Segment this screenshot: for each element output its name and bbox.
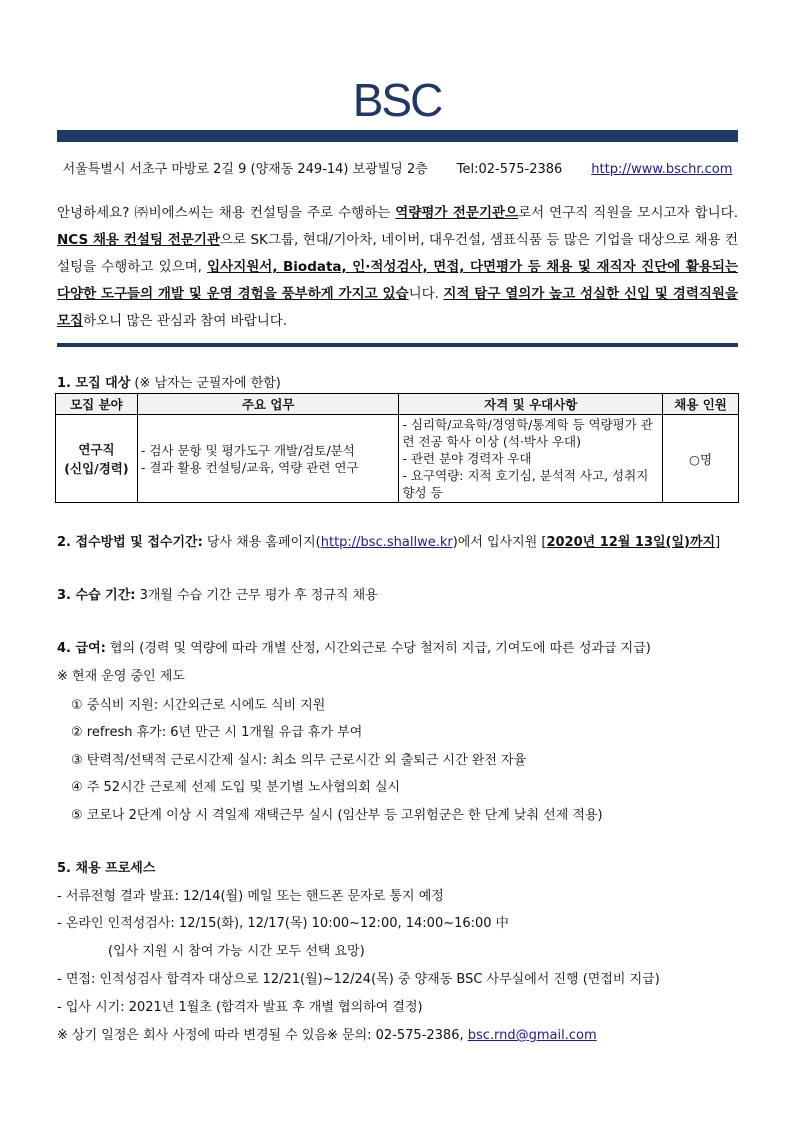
phone-text: Tel:02-575-2386 [456,162,563,177]
benefit-item: ② refresh 휴가: 6년 만근 시 1개월 유급 휴가 부여 [71,725,363,740]
header-divider-bar [57,130,738,142]
section4-note: ※ 현재 운영 중인 제도 [57,669,185,684]
process-item: - 면접: 인적성검사 합격자 대상으로 12/21(월)~12/24(목) 중 양재동 BSC 사무실에서 진행 (면접비 지급) [57,972,660,987]
intro-text-1: 안녕하세요? ㈜비에스씨는 채용 컨설팅을 주로 수행하는 [57,205,396,221]
section5-title: 5. 채용 프로세스 [57,861,156,876]
section2-text-1: 당사 채용 홈페이지( [202,535,321,550]
section3-line [57,584,378,603]
process-item: - 입사 시기: 2021년 1월초 (합격자 발표 후 개별 협의하여 결정) [57,1000,423,1015]
section2-text-2: )에서 입사지원 [ [452,535,547,550]
intro-bold-1: 역량평가 전문기관으 [395,205,519,221]
section-divider-bar [57,343,738,347]
intro-text-4: 니다. [408,286,444,302]
benefit-item: ③ 탄력적/선택적 근로시간제 실시: 최소 의무 근로시간 외 출퇴근 시간 완전 자율 [71,753,527,768]
process-item-note: (입사 지원 시 참여 가능 시간 모두 선택 요망) [108,944,365,959]
qualifications-cell [399,415,663,503]
section2-line [57,531,720,550]
contact-footer [57,1024,597,1043]
intro-bold-4: 지적 탐구 열의가 높고 성실한 신입 및 경력직원을 모집 [57,286,738,329]
section1-title: 1. 모집 대상 [57,376,131,391]
company-website-link[interactable]: http://www.bschr.com [591,162,733,177]
contact-email-link[interactable]: bsc.rnd@gmail.com [467,1028,597,1043]
qualification-item: - 심리학/교육학/경영학/통계학 등 역량평가 관련 전공 학사 이상 (석·박사 우대) [402,417,653,449]
svg-text:BSC: BSC [352,76,441,120]
benefit-item: ⑤ 코로나 2단계 이상 시 격일제 재택근무 실시 (임산부 등 고위험군은 한 단계 낮춰 선제 적용) [71,808,603,823]
company-logo [0,76,793,124]
header-headcount: 채용 인원 [663,394,739,415]
bsc-logo-mark [345,76,449,120]
field-name: 연구직 [78,441,115,457]
intro-paragraph [57,200,738,335]
table-row [56,415,739,503]
intro-text-3: 으로 SK그룹, 현대/기아차, 네이버, 대우건설, 샘표식품 등 많은 기업을 대상으로 채용 컨설팅을 수행하고 있으며, [57,232,738,275]
duty-item: - 검사 문항 및 평가도구 개발/검토/분석 [140,442,355,458]
header-duties: 주요 업무 [137,394,399,415]
deadline-text: 2020년 12월 13일(일)까지 [546,535,716,550]
benefit-item: ④ 주 52시간 근로제 선제 도입 및 분기별 노사협의회 실시 [71,780,401,795]
headcount-cell: ○명 [663,415,739,503]
process-item: - 온라인 인적성검사: 12/15(화), 12/17(목) 10:00~12:00, 14:00~16:00 中 [57,916,509,931]
header-field: 모집 분야 [56,394,138,415]
intro-bold-2: NCS 채용 컨설팅 전문기관 [57,232,220,248]
qualification-item: - 관련 분야 경력자 우대 [402,451,532,466]
table-header-row [56,394,739,415]
company-address-line [57,158,738,177]
header-qualifications: 자격 및 우대사항 [399,394,663,415]
address-text: 서울특별시 서초구 마방로 2길 9 (양재동 249-14) 보광빌딩 2층 [62,162,428,177]
apply-site-link[interactable]: http://bsc.shallwe.kr [320,535,453,550]
section4-line [57,637,651,656]
section3-title: 3. 수습 기간: [57,588,136,603]
benefit-item: ① 중식비 지원: 시간외근로 시에도 식비 지원 [71,698,326,713]
section2-text-3: ] [715,535,721,550]
process-item: - 서류전형 결과 발표: 12/14(월) 메일 또는 핸드폰 문자로 통지 예정 [57,889,444,904]
field-cell [56,415,138,503]
qualification-item: - 요구역량: 지적 호기심, 분석적 사고, 성취지향성 등 [402,468,649,500]
recruitment-table [55,393,739,503]
section5-heading [57,857,155,876]
intro-bold-3: 입사지원서, Biodata, 인·적성검사, 면접, 다면평가 등 채용 및 재직자 진단에 활용되는 다양한 도구들의 개발 및 운영 경험을 풍부하게 가지고 있습 [57,259,738,302]
intro-text-5: 하오니 많은 관심과 참여 바랍니다. [83,313,288,329]
section3-text: 3개월 수습 기간 근무 평가 후 정규직 채용 [135,588,378,603]
duties-cell [137,415,399,503]
section4-title: 4. 급여: [57,641,106,656]
section2-title: 2. 접수방법 및 접수기간: [57,535,203,550]
section1-note: (※ 남자는 군필자에 한함) [134,376,281,391]
section4-text: 협의 (경력 및 역량에 따라 개별 산정, 시간외근로 수당 철저히 지급, 기여도에 따른 성과급 지급) [105,641,651,656]
section1-heading [57,372,281,391]
field-type: (신입/경력) [64,460,129,476]
duty-item: - 결과 활용 컨설팅/교육, 역량 관련 연구 [140,459,359,475]
intro-text-2: 로서 연구직 직원을 모시고자 합니다. [518,205,738,221]
footer-text: ※ 상기 일정은 회사 사정에 따라 변경될 수 있음※ 문의: 02-575-2386, [57,1028,468,1043]
